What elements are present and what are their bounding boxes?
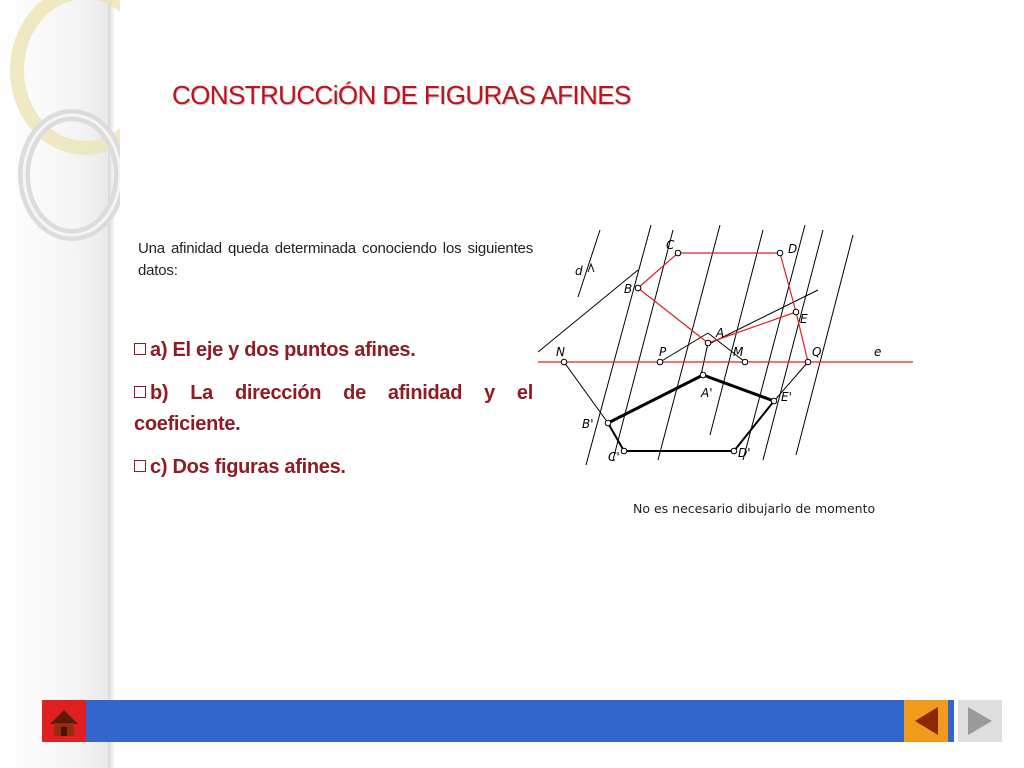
affine-figure-edge xyxy=(703,375,774,401)
label-e-axis: e xyxy=(874,345,882,359)
label-e-prime: E' xyxy=(781,390,792,404)
label-a-prime: A' xyxy=(701,386,713,400)
auxiliary-line xyxy=(701,343,708,375)
point-b-prime xyxy=(605,420,611,426)
point-c-prime xyxy=(621,448,627,454)
original-figure-edge xyxy=(638,288,708,343)
point-e xyxy=(793,309,799,315)
checkbox-bullet-icon xyxy=(134,460,146,472)
label-d-prime: D' xyxy=(738,446,751,460)
label-c-prime: C' xyxy=(608,450,620,464)
label-n: N xyxy=(556,345,565,359)
point-b xyxy=(635,285,641,291)
affine-figure-edge xyxy=(608,375,703,423)
label-b: B xyxy=(624,282,633,296)
point-q xyxy=(805,359,811,365)
bullet-text: c) Dos figuras afines. xyxy=(150,456,346,478)
point-p xyxy=(657,359,663,365)
point-m xyxy=(742,359,748,365)
point-a-prime xyxy=(700,372,706,378)
point-n xyxy=(561,359,567,365)
slide-title: CONSTRUCCiÓN DE FIGURAS AFINES xyxy=(172,80,631,110)
direction-line xyxy=(796,235,853,455)
arrow-right-icon xyxy=(958,700,1002,742)
point-c xyxy=(675,250,681,256)
previous-slide-button[interactable] xyxy=(904,700,948,742)
diagram-caption: No es necesario dibujarlo de momento xyxy=(633,501,876,516)
home-icon xyxy=(42,700,86,742)
bullet-list xyxy=(134,335,533,495)
label-c: C xyxy=(666,238,675,252)
decorative-rings xyxy=(0,0,120,260)
bullet-text: a) El eje y dos puntos afines. xyxy=(150,339,416,361)
bullet-item xyxy=(134,335,533,366)
bullet-text: b) La dirección de afinidad y el coeficiente. xyxy=(134,382,533,435)
label-d-direction: d xyxy=(575,264,583,278)
label-d: D xyxy=(788,242,798,256)
bullet-item xyxy=(134,378,533,440)
label-q: Q xyxy=(812,345,822,359)
navigation-bar xyxy=(42,700,954,742)
checkbox-bullet-icon xyxy=(134,386,146,398)
bullet-item xyxy=(134,452,533,483)
label-m: M xyxy=(733,345,744,359)
checkbox-bullet-icon xyxy=(134,343,146,355)
direction-line xyxy=(743,225,805,460)
next-slide-button[interactable] xyxy=(958,700,1002,742)
label-b-prime: B' xyxy=(582,417,594,431)
point-e-prime xyxy=(771,398,777,404)
arrow-left-icon xyxy=(904,700,948,742)
label-e: E xyxy=(800,312,808,326)
auxiliary-line xyxy=(538,270,638,352)
label-p: P xyxy=(659,345,667,359)
point-d xyxy=(777,250,783,256)
intro-text: Una afinidad queda determinada conociendo los siguientes datos: xyxy=(138,240,533,279)
direction-line xyxy=(586,225,651,465)
point-a xyxy=(705,340,711,346)
auxiliary-line xyxy=(564,362,608,423)
label-a: A xyxy=(716,326,725,340)
point-d-prime xyxy=(731,448,737,454)
affine-figure-outline xyxy=(608,401,774,451)
affinity-diagram xyxy=(538,225,918,475)
home-button[interactable] xyxy=(42,700,86,742)
